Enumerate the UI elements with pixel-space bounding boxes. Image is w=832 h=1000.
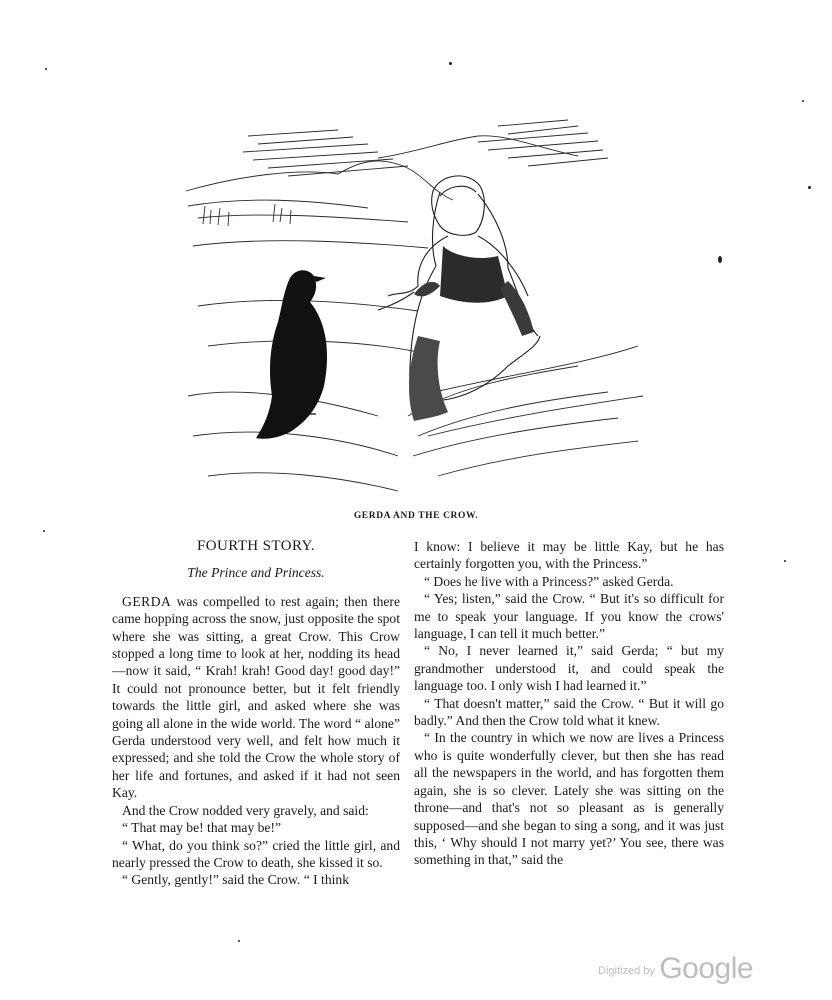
paragraph-text: was compelled to rest again; then there came hopping across the snow, just opposite the spot where she was sitting, a great Crow. This Crow stopped a long time to look at her, nodding its head—now it said, “ Krah! krah! Good day! good day!” It could not pronounce better, but it felt friendly towards the little girl, and asked where she was going all alone in the wide world. The word “ alone” Gerda understood very well, and felt how much it expressed; and she told the Crow the whole story of her life and fortunes, and asked if it had not seen Kay. — [112, 593, 400, 801]
scan-speck — [45, 68, 47, 70]
paragraph: “ Does he live with a Princess?” asked Gerda. — [424, 573, 674, 589]
paragraph: “ Yes; listen,” said the Crow. “ But it's so difficult for me to speak your language. If you know the crows' language, I can tell it much better.” — [414, 591, 724, 642]
illustration-caption: GERDA AND THE CROW. — [353, 511, 479, 521]
scan-speck — [238, 940, 240, 942]
paragraph: “ That doesn't matter,” said the Crow. “ But it will go badly.” And then the Crow told what it knew. — [414, 695, 724, 729]
gerda-and-crow-illustration — [178, 96, 648, 506]
text-column-left — [112, 538, 400, 889]
paragraph: I know: I believe it may be little Kay, but he has certainly forgotten you, with the Princess.” — [414, 539, 724, 572]
paragraph: “ Gently, gently!” said the Crow. “ I think — [122, 872, 350, 888]
paragraph — [112, 593, 400, 802]
scan-speck — [784, 560, 786, 562]
google-logo: Google — [659, 952, 754, 985]
story-subtitle: The Prince and Princess. — [187, 565, 325, 581]
paragraph: And the Crow nodded very gravely, and said: — [122, 802, 369, 818]
first-word: GERDA — [122, 593, 172, 609]
watermark-prefix: Digitized by — [598, 965, 655, 977]
scan-speck — [802, 100, 804, 102]
paragraph: “ What, do you think so?” cried the little girl, and nearly pressed the Crow to death, she kissed it so. — [112, 837, 400, 870]
digitized-by-google-watermark — [598, 952, 753, 986]
paragraph: “ No, I never learned it,” said Gerda; “ but my grandmother understood it, and could speak the language too. I only wish I had learned it.” — [414, 643, 724, 694]
scan-speck — [449, 62, 452, 65]
paragraph: “ That may be! that may be!” — [122, 820, 282, 836]
text-column-right — [414, 538, 724, 869]
scan-speck — [808, 186, 811, 189]
paragraph: “ In the country in which we now are lives a Princess who is quite wonderfully clever, but then she has read all the newspapers in the world, and has forgotten them again, she is so clever. Lately she was sitting on the throne—and that's not so pleasant as is generally supposed—and she began to sing a song, and it was just this, ‘ Why should I not marry yet?’ You see, there was something in that,” said the — [414, 730, 724, 868]
scan-speck — [718, 256, 722, 263]
scan-speck — [43, 530, 45, 532]
story-heading: FOURTH STORY. — [197, 538, 315, 554]
